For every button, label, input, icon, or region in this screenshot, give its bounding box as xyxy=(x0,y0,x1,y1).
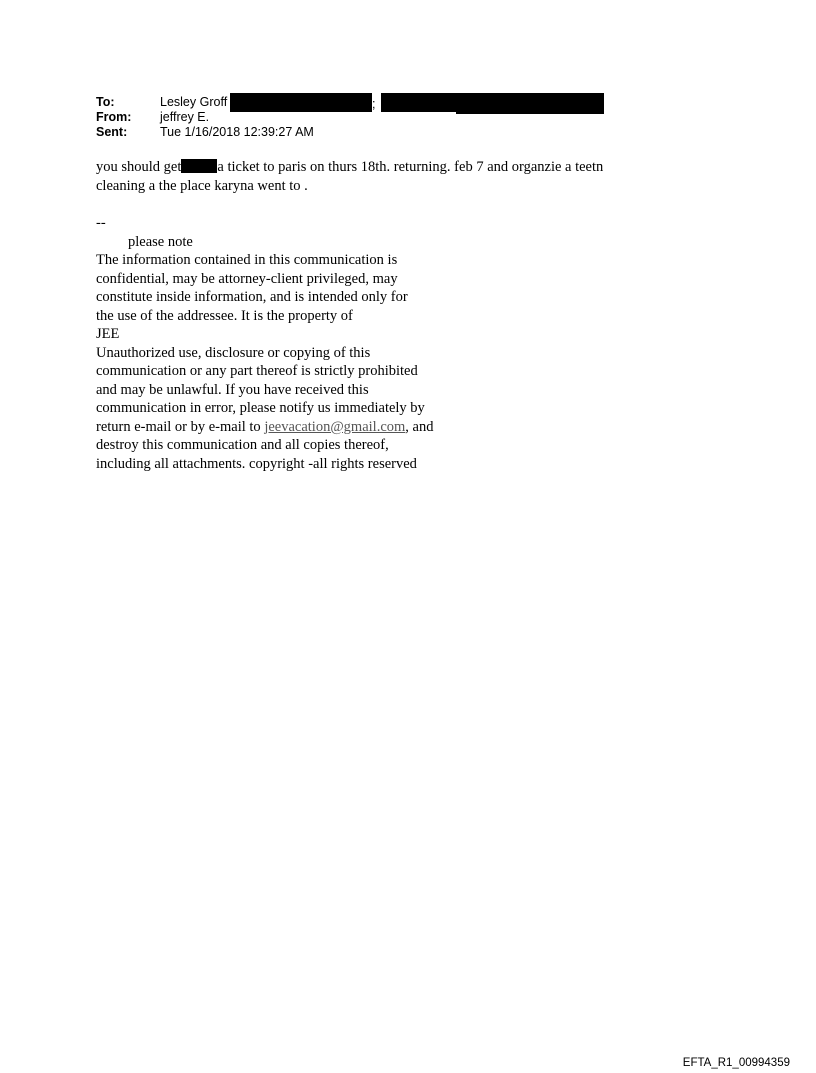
to-separator: ; xyxy=(372,97,376,111)
disclaimer-line: confidential, may be attorney-client privileged, may xyxy=(96,270,398,287)
please-note: please note xyxy=(128,233,193,250)
message-line-2: cleaning a the place karyna went to . xyxy=(96,177,308,194)
disclaimer-line: The information contained in this communication is xyxy=(96,252,398,268)
disclaimer-line: Unauthorized use, disclosure or copying of this xyxy=(96,344,371,361)
return-text-end: , and xyxy=(405,418,434,435)
message-line-1 xyxy=(96,158,603,177)
inline-redaction xyxy=(181,159,217,173)
message-body xyxy=(96,158,603,195)
redaction-box-1 xyxy=(230,93,372,112)
disclaimer-line: destroy this communication and all copies thereof, xyxy=(96,437,389,453)
sent-value: Tue 1/16/2018 12:39:27 AM xyxy=(160,125,314,139)
from-value: jeffrey E. xyxy=(160,110,210,124)
disclaimer-return-line xyxy=(96,418,433,437)
to-value: Lesley Groff xyxy=(160,95,228,109)
redaction-box-2 xyxy=(381,93,456,112)
disclaimer-line: including all attachments. copyright -all rights reserved xyxy=(96,455,417,472)
disclaimer-line: constitute inside information, and is intended only for xyxy=(96,289,408,305)
from-label: From: xyxy=(96,110,132,124)
to-label: To: xyxy=(96,95,115,109)
disclaimer-line: JEE xyxy=(96,326,120,342)
disclaimer-line: and may be unlawful. If you have received this xyxy=(96,381,369,398)
signature-block xyxy=(96,214,433,473)
disclaimer-line: the use of the addressee. It is the property of xyxy=(96,307,353,324)
sent-label: Sent: xyxy=(96,125,128,139)
disclaimer-line: communication in error, please notify us immediately by xyxy=(96,400,425,416)
message-line-1-start: you should get xyxy=(96,159,182,175)
signature-dashes: -- xyxy=(96,215,106,231)
message-line-1-end: a ticket to paris on thurs 18th. returning. feb 7 and organzie a teetn xyxy=(217,159,604,175)
return-text: return e-mail or by e-mail to xyxy=(96,418,265,435)
document-id: EFTA_R1_00994359 xyxy=(682,1057,790,1069)
email-link[interactable]: jeevacation@gmail.com xyxy=(264,418,406,435)
redaction-box-3 xyxy=(456,93,604,114)
disclaimer-line: communication or any part thereof is strictly prohibited xyxy=(96,363,418,379)
